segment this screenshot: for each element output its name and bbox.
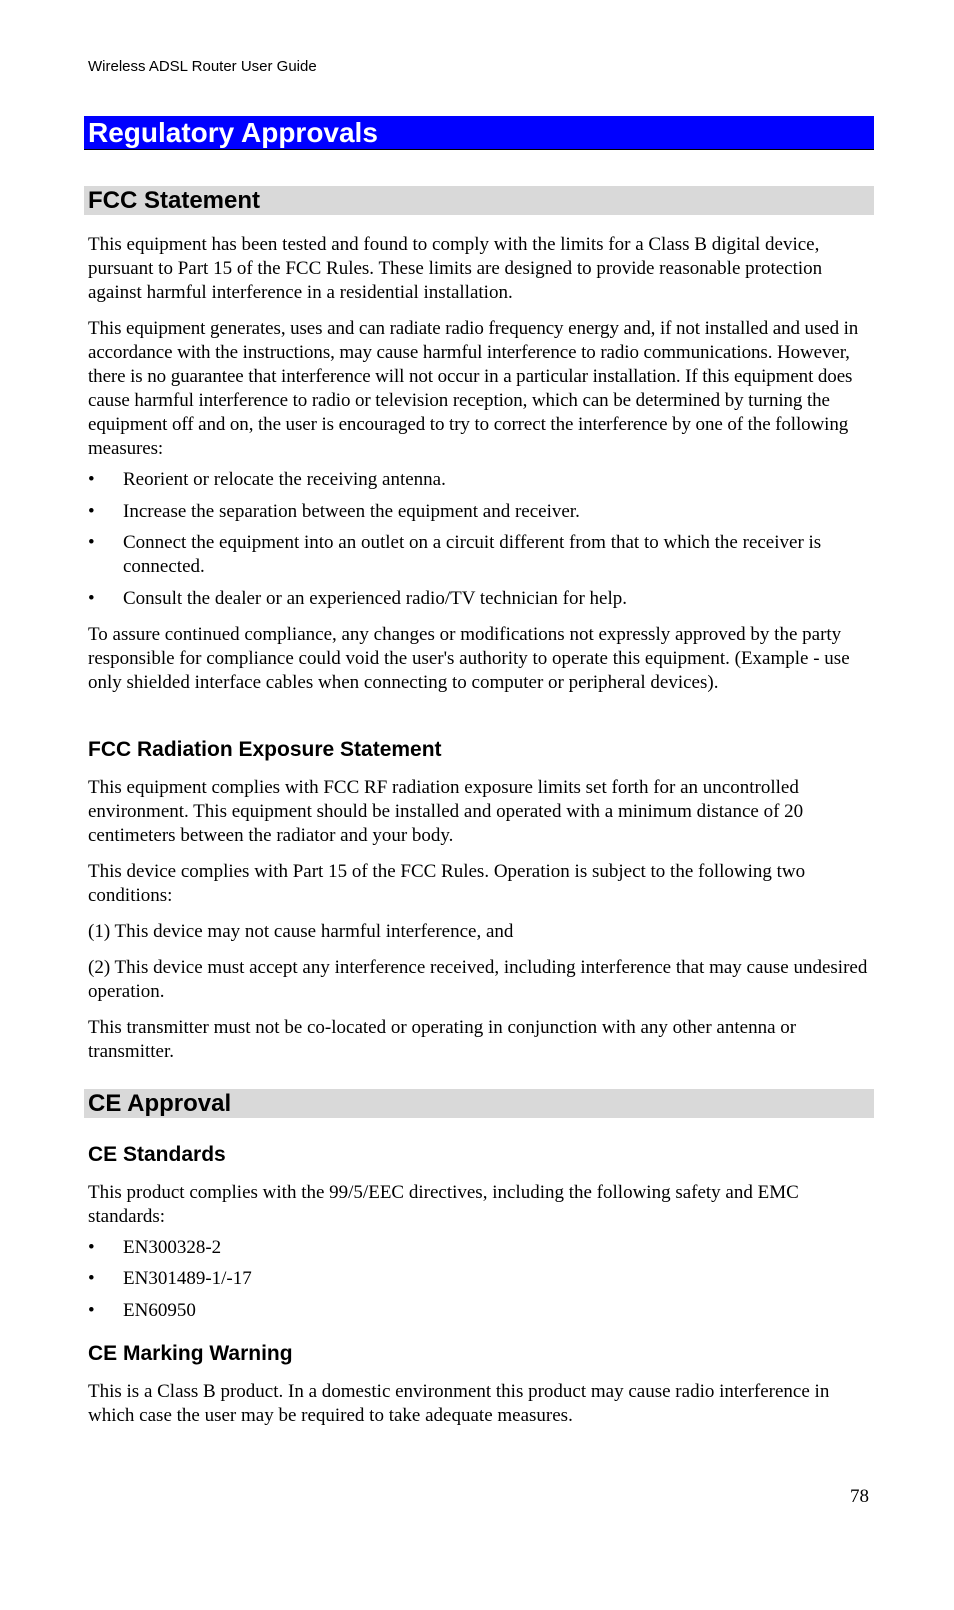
- ce-marking-text: This is a Class B product. In a domestic environment this product may cause radio interference in which case the user may be required to take adequate measures.: [88, 1381, 830, 1426]
- bullet-icon: •: [88, 1237, 95, 1258]
- bullet-text: EN60950: [123, 1300, 196, 1321]
- page-number: 78: [850, 1486, 869, 1507]
- bullet-icon: •: [88, 532, 95, 553]
- ce-marking-heading: CE Marking Warning: [88, 1342, 293, 1365]
- bullet-icon: •: [88, 469, 95, 490]
- chapter-heading-bar: [84, 116, 874, 150]
- chapter-title: Regulatory Approvals: [88, 117, 378, 148]
- bullet-text: Increase the separation between the equipment and receiver.: [123, 501, 580, 522]
- bullet-text: EN300328-2: [123, 1237, 222, 1258]
- fcc-paragraph-3: To assure continued compliance, any changes or modifications not expressly approved by the party responsible for compliance could void the user's authority to operate this equipment. (Example - use only shielded interface cables when connecting to computer or peripheral devices).: [88, 624, 850, 693]
- bullet-text: Reorient or relocate the receiving antenna.: [123, 469, 446, 490]
- ce-section-bar: [84, 1089, 874, 1118]
- radiation-paragraph-1: This equipment complies with FCC RF radiation exposure limits set forth for an uncontrolled environment. This equipment should be installed and operated with a minimum distance of 20 centimeters between the radiator and your body.: [88, 777, 804, 846]
- bullet-text: Connect the equipment into an outlet on a circuit different from that to which the receiver is connected.: [123, 532, 822, 577]
- fcc-paragraph-2: This equipment generates, uses and can radiate radio frequency energy and, if not installed and used in accordance with the instructions, may cause harmful interference to radio communications. However, there is no guarantee that interference will not occur in a particular installation. If this equipment does cause harmful interference to radio or television reception, which can be determined by turning the equipment off and on, the user is encouraged to try to correct the interference by one of the following measures:: [88, 318, 859, 459]
- bullet-text: EN301489-1/-17: [123, 1268, 252, 1289]
- radiation-paragraph-5: This transmitter must not be co-located or operating in conjunction with any other antenna or transmitter.: [88, 1017, 797, 1062]
- bullet-icon: •: [88, 1268, 95, 1289]
- ce-standards-intro: This product complies with the 99/5/EEC directives, including the following safety and EMC standards:: [88, 1182, 799, 1227]
- fcc-section-bar: [84, 186, 874, 215]
- radiation-paragraph-4: (2) This device must accept any interference received, including interference that may cause undesired operation.: [88, 957, 868, 1002]
- bullet-icon: •: [88, 501, 95, 522]
- ce-standards-heading: CE Standards: [88, 1143, 226, 1166]
- radiation-paragraph-2: This device complies with Part 15 of the FCC Rules. Operation is subject to the following two conditions:: [88, 861, 806, 906]
- fcc-radiation-heading: FCC Radiation Exposure Statement: [88, 738, 442, 761]
- running-header: Wireless ADSL Router User Guide: [88, 58, 317, 75]
- bullet-icon: •: [88, 1300, 95, 1321]
- fcc-section-title: FCC Statement: [88, 187, 261, 214]
- bullet-text: Consult the dealer or an experienced radio/TV technician for help.: [123, 588, 628, 609]
- fcc-paragraph-1: This equipment has been tested and found to comply with the limits for a Class B digital device, pursuant to Part 15 of the FCC Rules. These limits are designed to provide reasonable protection against harmful interference in a residential installation.: [88, 234, 823, 303]
- ce-section-title: CE Approval: [88, 1090, 232, 1117]
- radiation-paragraph-3: (1) This device may not cause harmful interference, and: [88, 921, 514, 942]
- bullet-icon: •: [88, 588, 95, 609]
